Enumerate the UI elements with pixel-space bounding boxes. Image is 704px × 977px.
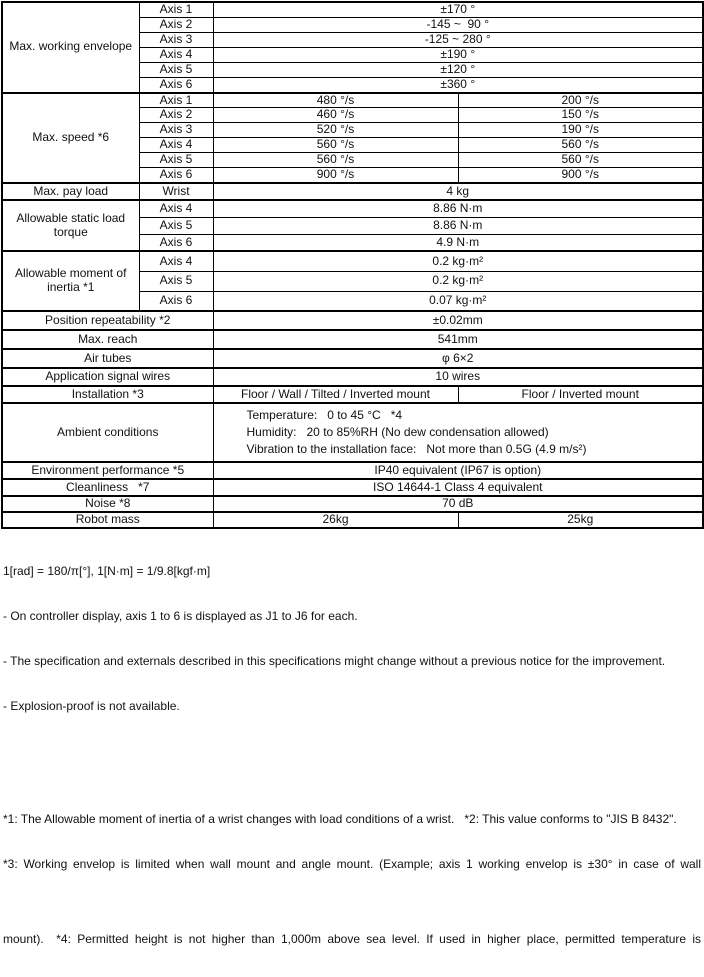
row-label: Noise *8 [2,496,213,512]
unit-conversion-note: 1[rad] = 180/π[°], 1[N·m] = 1/9.8[kgf·m] [3,563,211,578]
row-value-left: 480 °/s [213,93,458,108]
axis-label: Axis 4 [139,47,213,62]
row-label: Position repeatability *2 [2,311,213,330]
table-row [2,386,703,403]
table-row [2,462,703,479]
table-row [2,93,703,108]
row-value: 4.9 N·m [213,234,703,251]
table-row [2,183,703,200]
table-row [2,349,703,368]
table-row [2,251,703,271]
table-row [2,330,703,349]
axis-label: Axis 2 [139,17,213,32]
row-value-left: 900 °/s [213,168,458,183]
row-value-right: 560 °/s [458,138,703,153]
note-spec-change: - The specification and externals described in this specifications might change without a previous notice for the improvement. [3,653,666,668]
row-value: -125 ~ 280 ° [213,32,703,47]
table-row [2,368,703,386]
row-value: ±120 ° [213,62,703,77]
row-label: Air tubes [2,349,213,368]
row-value: IP40 equivalent (IP67 is option) [213,462,703,479]
axis-label: Axis 5 [139,271,213,291]
row-value-multiline [213,403,703,462]
table-row [2,496,703,512]
footnote-1-2: *1: The Allowable moment of inertia of a wrist changes with load conditions of a wrist. *2: This value conforms to "JIS B 8432". [3,811,677,826]
table-row [2,2,703,17]
row-label: Max. pay load [2,183,139,200]
row-value: φ 6×2 [213,349,703,368]
row-value-left: 460 °/s [213,108,458,123]
footer-notes [0,529,703,782]
row-label: Ambient conditions [2,403,213,462]
axis-label: Axis 5 [139,153,213,168]
row-label: Application signal wires [2,368,213,386]
note-controller-display: - On controller display, axis 1 to 6 is displayed as J1 to J6 for each. [3,608,358,623]
axis-label: Axis 4 [139,138,213,153]
table-row [2,311,703,330]
value-line: Vibration to the installation face: Not more than 0.5G (4.9 m/s²) [246,442,587,457]
footer-gap [3,744,701,752]
table-row [2,512,703,528]
row-value: ±0.02mm [213,311,703,330]
table-row [2,200,703,217]
row-value: ±170 ° [213,2,703,17]
axis-label: Axis 5 [139,217,213,234]
row-value-right: 900 °/s [458,168,703,183]
row-label: Robot mass [2,512,213,528]
row-value-left: Floor / Wall / Tilted / Inverted mount [213,386,458,403]
row-value-left: 560 °/s [213,138,458,153]
row-label: Max. reach [2,330,213,349]
row-label: Allowable moment of inertia *1 [2,251,139,311]
row-value: 70 dB [213,496,703,512]
table-row [2,479,703,496]
row-label: Max. speed *6 [2,93,139,184]
axis-label: Axis 3 [139,123,213,138]
row-value: ±190 ° [213,47,703,62]
row-value-left: 520 °/s [213,123,458,138]
row-label: Cleanliness *7 [2,479,213,496]
footnote-3-line1: *3: Working envelop is limited when wall mount and angle mount. (Example; axis 1 working envelop is ±30° in case of wall [3,856,701,871]
spec-table-body [2,2,703,528]
row-value: 541mm [213,330,703,349]
axis-label: Axis 4 [139,251,213,271]
row-value-right: Floor / Inverted mount [458,386,703,403]
row-value-right: 190 °/s [458,123,703,138]
row-value: 10 wires [213,368,703,386]
row-value: 0.2 kg·m² [213,271,703,291]
row-value-left: 560 °/s [213,153,458,168]
footnotes-block [0,782,703,946]
axis-label: Axis 5 [139,62,213,77]
row-value: -145 ~ 90 ° [213,17,703,32]
row-value: 0.07 kg·m² [213,291,703,311]
axis-label: Axis 6 [139,291,213,311]
row-value-left: 26kg [213,512,458,528]
axis-label: Axis 2 [139,108,213,123]
axis-label: Axis 6 [139,77,213,92]
axis-label: Axis 6 [139,168,213,183]
row-label: Installation *3 [2,386,213,403]
axis-label: Axis 3 [139,32,213,47]
row-label: Allowable static load torque [2,200,139,251]
value-line: Temperature: 0 to 45 °C *4 [246,408,403,423]
row-value-right: 560 °/s [458,153,703,168]
note-explosion-proof: - Explosion-proof is not available. [3,698,180,713]
row-value: 8.86 N·m [213,200,703,217]
row-value: ±360 ° [213,77,703,92]
axis-label: Axis 6 [139,234,213,251]
axis-label: Axis 1 [139,93,213,108]
axis-label: Wrist [139,183,213,200]
row-value: 4 kg [213,183,703,200]
row-value-right: 200 °/s [458,93,703,108]
row-value-right: 25kg [458,512,703,528]
footnote-4-text: mount). *4: Permitted height is not higher than 1,000m above sea level. If used in higher place, permitted temperature is [3,931,701,946]
axis-label: Axis 4 [139,200,213,217]
row-label: Max. working envelope [2,2,139,93]
table-row [2,403,703,462]
row-value: 8.86 N·m [213,217,703,234]
row-value: ISO 14644-1 Class 4 equivalent [213,479,703,496]
spec-sheet-page [0,1,703,946]
row-value-right: 150 °/s [458,108,703,123]
footnote-4-clipped [3,902,701,946]
row-value: 0.2 kg·m² [213,251,703,271]
axis-label: Axis 1 [139,2,213,17]
spec-table [1,1,704,529]
row-label: Environment performance *5 [2,462,213,479]
value-line: Humidity: 20 to 85%RH (No dew condensation allowed) [246,425,549,440]
